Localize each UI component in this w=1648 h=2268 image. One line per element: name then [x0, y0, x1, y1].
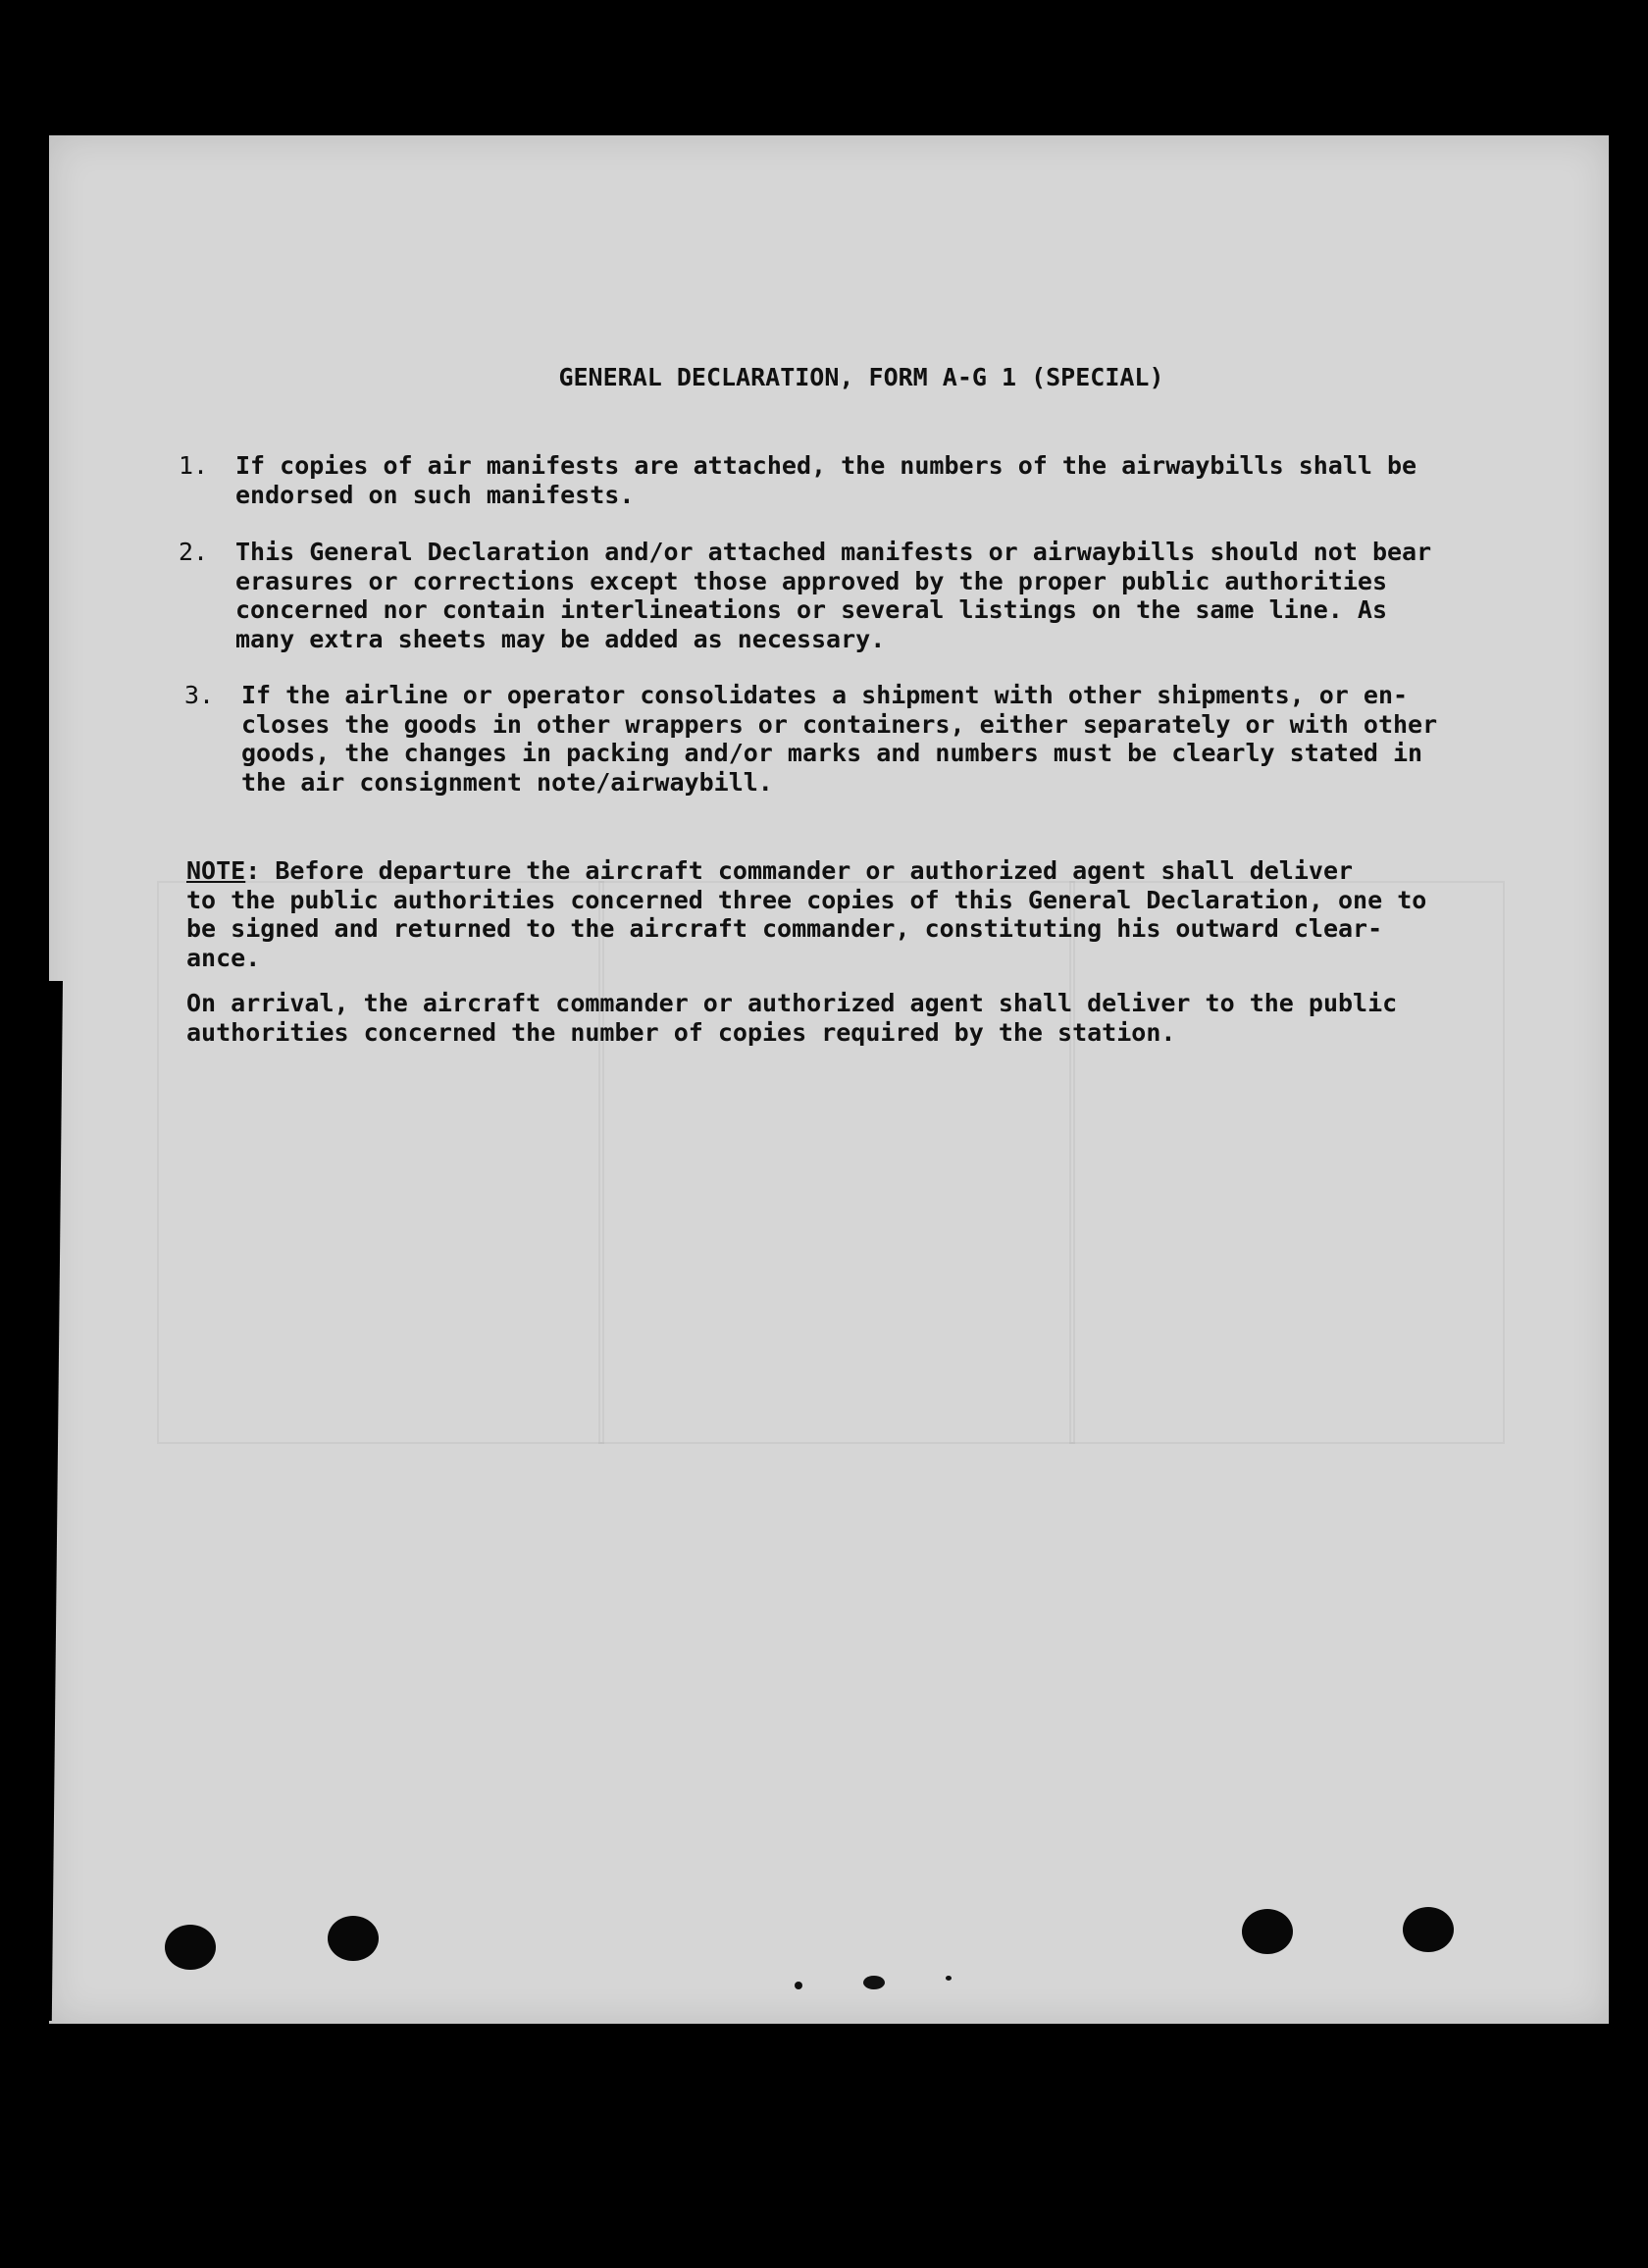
item-text: If copies of air manifests are attached, the numbers of the airwaybills shall be endorsed on such manifests.	[235, 451, 1417, 509]
instruction-item	[179, 451, 1483, 509]
ink-speck	[946, 1976, 952, 1981]
item-text: If the airline or operator consolidates a shipment with other shipments, or en- closes the goods in other wrappers or containers, either separately or with other goods, the changes in packing and/or marks and numbers must be clearly stated in the air consignment note/airwaybill.	[241, 681, 1438, 797]
document-page	[49, 135, 1609, 2024]
note-label: NOTE	[186, 856, 246, 885]
punch-hole	[165, 1925, 216, 1970]
page-title: GENERAL DECLARATION, FORM A-G 1 (SPECIAL)	[558, 363, 1164, 391]
instruction-item	[184, 681, 1489, 797]
punch-hole	[328, 1916, 379, 1961]
declaration-text	[49, 135, 1609, 2024]
ink-speck	[863, 1976, 885, 1989]
note-paragraph	[186, 856, 1477, 972]
instruction-item	[179, 538, 1483, 653]
item-text: This General Declaration and/or attached manifests or airwaybills should not bear erasures or corrections except those approved by the proper public authorities concerned nor contain interlineations or several listings on the same line. As many extra sheets may be added as necessary.	[235, 538, 1432, 653]
item-number: 3.	[184, 681, 215, 709]
item-number: 2.	[179, 538, 209, 566]
punch-hole	[1403, 1907, 1454, 1952]
punch-hole	[1242, 1909, 1293, 1954]
arrival-paragraph: On arrival, the aircraft commander or authorized agent shall deliver to the public authorities concerned the number of copies required by the station.	[186, 989, 1398, 1047]
ink-speck	[795, 1982, 802, 1989]
item-number: 1.	[179, 451, 209, 480]
note-text: : Before departure the aircraft commander or authorized agent shall deliver to the public authorities concerned three copies of this General Declaration, one to be signed and returned to the aircraft commander, constituting his outward clear- ance.	[186, 856, 1427, 972]
